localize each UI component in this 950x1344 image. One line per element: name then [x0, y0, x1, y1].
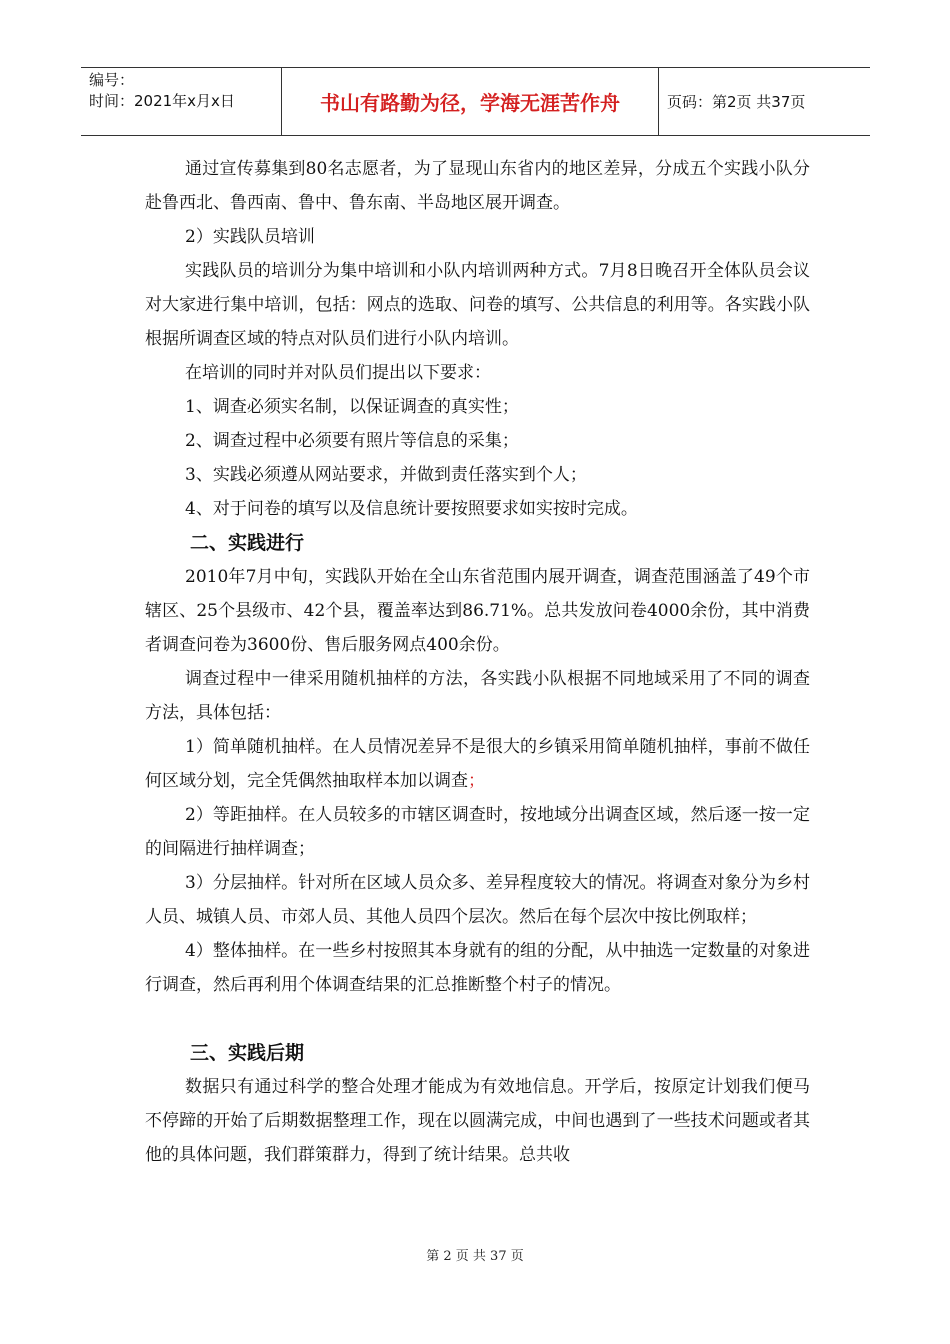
section-heading: 三、实践后期: [190, 1042, 305, 1064]
paragraph: 2010年7月中旬，实践队开始在全山东省范围内展开调查，调查范围涵盖了49个市辖区、25个县级市、42个县，覆盖率达到86.71%。总共发放问卷4000余份，其中消费者调查问卷为3600份、售后服务网点400余份。: [145, 567, 810, 655]
paragraph: 调查过程中一律采用随机抽样的方法，各实践小队根据不同地域采用了不同的调查方法，具体包括：: [145, 669, 810, 723]
paragraph: 实践队员的培训分为集中培训和小队内培训两种方式。7月8日晚召开全体队员会议对大家进行集中培训，包括：网点的选取、问卷的填写、公共信息的利用等。各实践小队根据所调查区域的特点对队员们进行小队内培训。: [145, 261, 810, 349]
section-heading: 二、实践进行: [190, 532, 305, 554]
paragraph: 数据只有通过科学的整合处理才能成为有效地信息。开学后，按原定计划我们便马不停蹄的开始了后期数据整理工作，现在以圆满完成，中间也遇到了一些技术问题或者其他的具体问题，我们群策群力，得到了统计结果。总共收: [145, 1077, 810, 1165]
method-item: [145, 730, 810, 798]
header-meta: [81, 68, 281, 135]
requirement-item: 3、实践必须遵从网站要求，并做到责任落实到个人；: [185, 465, 587, 485]
method-end-mark: ；: [468, 771, 485, 791]
document-body: [145, 152, 810, 1172]
header-number-label: 编号：: [89, 71, 135, 89]
method-item: 3）分层抽样。针对所在区域人员众多、差异程度较大的情况。将调查对象分为乡村人员、城镇人员、市郊人员、其他人员四个层次。然后在每个层次中按比例取样；: [145, 873, 810, 927]
method-item: 2）等距抽样。在人员较多的市辖区调查时，按地域分出调查区域，然后逐一按一定的间隔进行抽样调查；: [145, 805, 810, 859]
spacer: [145, 1002, 810, 1036]
header-date-label: 时间：2021年x月x日: [89, 92, 235, 110]
page-header: [81, 67, 870, 136]
header-page-info: 页码：第2页 共37页: [667, 93, 806, 111]
subheading-training: 2）实践队员培训: [185, 227, 315, 247]
paragraph: 在培训的同时并对队员们提出以下要求：: [185, 363, 491, 383]
page-footer: 第 2 页 共 37 页: [426, 1249, 524, 1264]
method-item: 4）整体抽样。在一些乡村按照其本身就有的组的分配，从中抽选一定数量的对象进行调查，然后再利用个体调查结果的汇总推断整个村子的情况。: [145, 941, 810, 995]
requirement-item: 4、对于问卷的填写以及信息统计要按照要求如实按时完成。: [185, 499, 638, 519]
method-text: 1）简单随机抽样。在人员情况差异不是很大的乡镇采用简单随机抽样，事前不做任何区域分划，完全凭偶然抽取样本加以调查: [145, 737, 810, 791]
paragraph: 通过宣传募集到80名志愿者，为了显现山东省内的地区差异，分成五个实践小队分赴鲁西北、鲁西南、鲁中、鲁东南、半岛地区展开调查。: [145, 159, 810, 213]
header-motto: 书山有路勤为径，学海无涯苦作舟: [281, 68, 659, 135]
requirement-item: 1、调查必须实名制，以保证调查的真实性；: [185, 397, 519, 417]
requirement-item: 2、调查过程中必须要有照片等信息的采集；: [185, 431, 519, 451]
